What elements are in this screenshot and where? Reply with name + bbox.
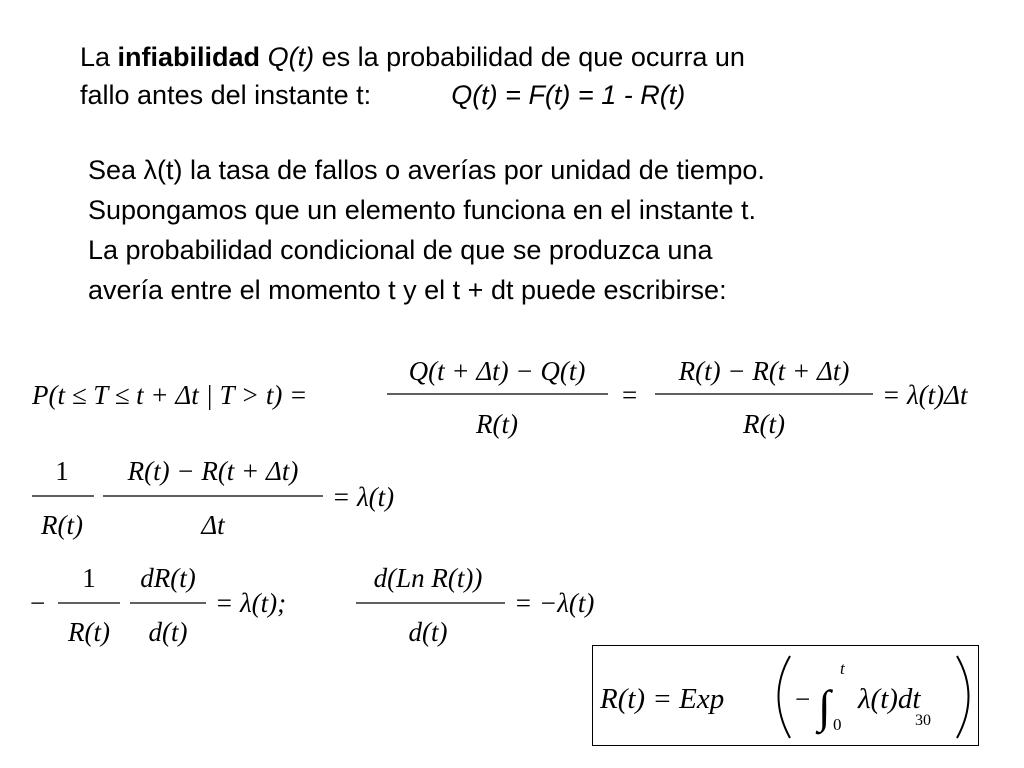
eq4-rhs: = −λ(t) (514, 588, 595, 618)
result-box (592, 645, 979, 746)
eq1-lhs: P(t ≤ T ≤ t + Δt | T > t) = (32, 380, 308, 410)
eq3-frac2-num: dR(t) (140, 563, 196, 593)
eq2-frac1-den: R(t) (41, 510, 83, 540)
box-integral: ∫ (818, 681, 831, 732)
definition-line2-text: fallo antes del instante t: (80, 80, 372, 110)
paragraph-line: La probabilidad condicional de que se produzca una (88, 235, 713, 265)
definition-formula: Q(t) = F(t) = 1 - R(t) (451, 80, 686, 110)
eq1-frac2-den: R(t) (743, 409, 785, 439)
paragraph-line: Sea λ(t) la tasa de fallos o averías por unidad de tiempo. (88, 155, 765, 185)
paragraph-line: Supongamos que un elemento funciona en el instante t. (88, 195, 756, 225)
eq1-frac1-num: Q(t + Δt) − Q(t) (408, 356, 586, 386)
eq3-rhs: = λ(t); (215, 588, 287, 618)
eq2-frac2-num: R(t) − R(t + Δt) (127, 456, 299, 486)
eq2-frac1-num: 1 (55, 456, 69, 486)
eq2-rhs: = λ(t) (332, 482, 395, 512)
eq3-minus: − (30, 588, 46, 618)
eq1-equals: = (622, 380, 638, 410)
eq3-frac1-num: 1 (82, 563, 96, 593)
definition-rest: es la probabilidad de que ocurra un (314, 42, 745, 72)
eq4-den: d(t) (408, 617, 448, 647)
eq3-frac2-den: d(t) (148, 617, 188, 647)
eq1-frac2-num: R(t) − R(t + Δt) (678, 356, 850, 386)
box-minus: − (795, 684, 811, 714)
box-integrand: λ(t)dt (858, 683, 921, 715)
definition-prefix: La (80, 42, 118, 72)
box-lhs: R(t) = Exp (600, 683, 725, 715)
box-lower-limit: 0 (833, 715, 842, 734)
eq1-rhs: = λ(t)Δt (882, 380, 968, 410)
box-upper-limit: t (840, 659, 845, 678)
eq4-num: d(Ln R(t)) (373, 563, 483, 593)
definition-symbol: Q(t) (267, 42, 315, 72)
eq1-frac1-den: R(t) (476, 409, 518, 439)
eq3-frac1-den: R(t) (68, 617, 110, 647)
definition-term: infiabilidad (117, 42, 261, 72)
slide-number: 30 (915, 712, 931, 729)
paragraph-line: avería entre el momento t y el t + dt puede escribirse: (88, 275, 727, 305)
eq2-frac2-den: Δt (201, 510, 225, 540)
